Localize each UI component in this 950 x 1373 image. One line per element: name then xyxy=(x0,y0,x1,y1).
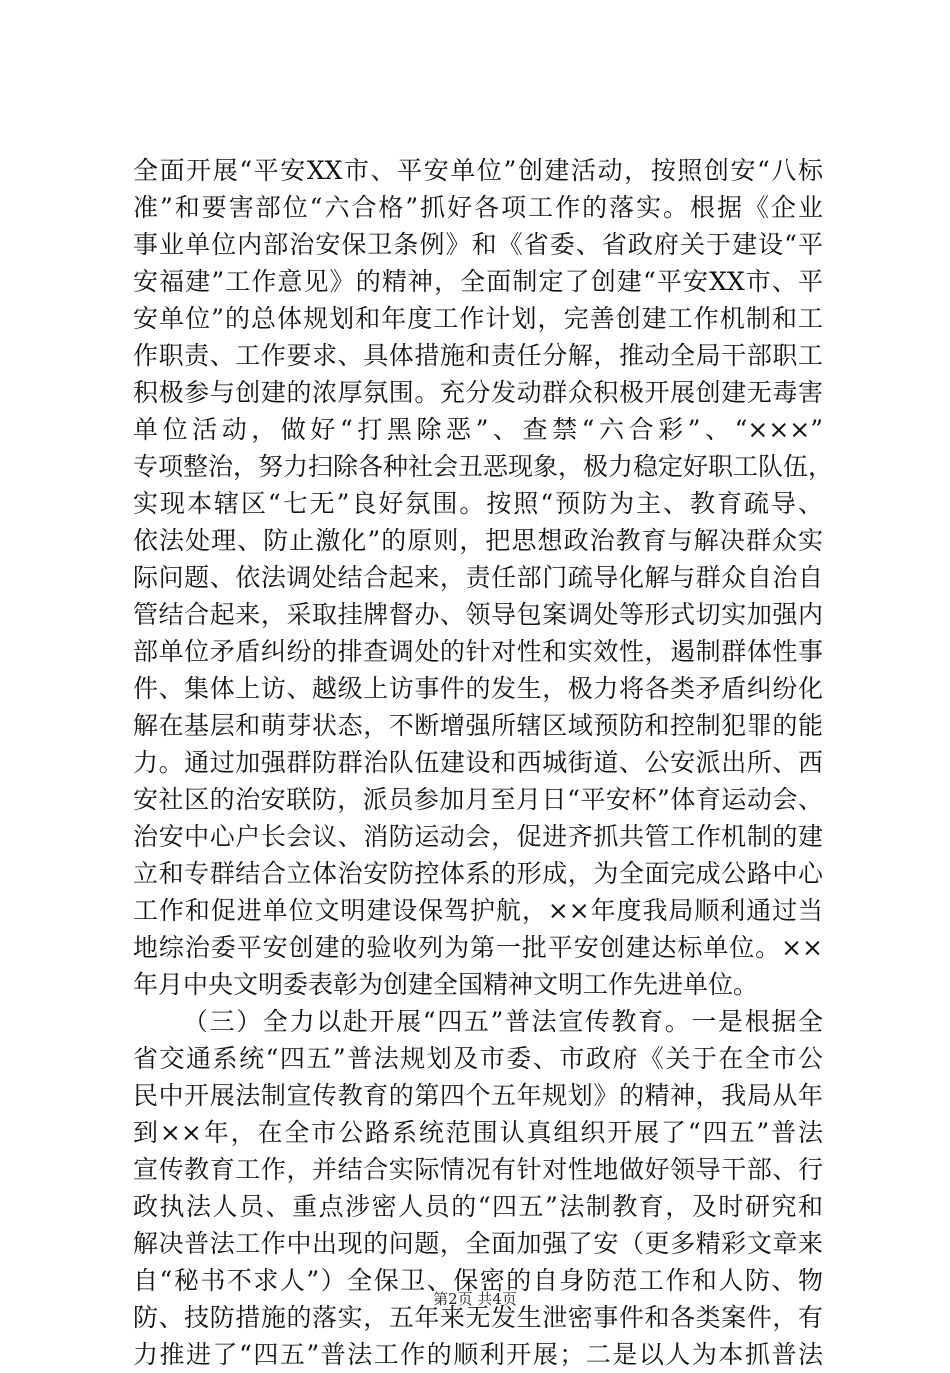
text-line: 民中开展法制宣传教育的第四个五年规划》的精神，我局从年 xyxy=(133,1081,823,1110)
text-line: 准”和要害部位“六合格”抓好各项工作的落实。根据《企业 xyxy=(133,193,823,222)
section-heading-line: （三）全力以赴开展“四五”普法宣传教育。一是根据全 xyxy=(183,1007,823,1036)
text-line: 依法处理、防止激化”的原则，把思想政治教育与解决群众实 xyxy=(133,526,823,555)
text-line: 际问题、依法调处结合起来，责任部门疏导化解与群众自治自 xyxy=(133,563,823,592)
text-line: 防、技防措施的落实，五年来无发生泄密事件和各类案件，有 xyxy=(133,1303,823,1332)
text-line: 部单位矛盾纠纷的排查调处的针对性和实效性，遏制群体性事 xyxy=(133,637,823,666)
text-line: 工作和促进单位文明建设保驾护航，××年度我局顺利通过当 xyxy=(133,896,823,925)
text-line: 积极参与创建的浓厚氛围。充分发动群众积极开展创建无毒害 xyxy=(133,378,823,407)
text-line: 安社区的治安联防，派员参加月至月日“平安杯”体育运动会、 xyxy=(133,785,823,814)
text-line: 宣传教育工作，并结合实际情况有针对性地做好领导干部、行 xyxy=(133,1155,823,1184)
text-line: 立和专群结合立体治安防控体系的形成，为全面完成公路中心 xyxy=(133,859,823,888)
text-line: 年月中央文明委表彰为创建全国精神文明工作先进单位。 xyxy=(133,970,759,999)
page-number-label: 第2页 共4页 xyxy=(433,1290,517,1308)
text-line: 自“秘书不求人”）全保卫、保密的自身防范工作和人防、物 xyxy=(133,1266,823,1295)
text-line: 作职责、工作要求、具体措施和责任分解，推动全局干部职工 xyxy=(133,341,823,370)
text-line: 地综治委平安创建的验收列为第一批平安创建达标单位。×× xyxy=(133,933,823,962)
text-line: 省交通系统“四五”普法规划及市委、市政府《关于在全市公 xyxy=(133,1044,823,1073)
page-footer xyxy=(0,1288,950,1309)
text-line: 安福建”工作意见》的精神，全面制定了创建“平安XX市、平 xyxy=(133,267,823,296)
text-line: 力。通过加强群防群治队伍建设和西城街道、公安派出所、西 xyxy=(133,748,823,777)
text-line: 单位活动，做好“打黑除恶”、查禁“六合彩”、“×××” xyxy=(133,415,823,444)
text-line: 力推进了“四五”普法工作的顺利开展；二是以人为本抓普法 xyxy=(133,1340,823,1369)
document-body xyxy=(133,152,834,1373)
text-line: 解在基层和萌芽状态，不断增强所辖区域预防和控制犯罪的能 xyxy=(133,711,823,740)
text-line: 治安中心户长会议、消防运动会，促进齐抓共管工作机制的建 xyxy=(133,822,823,851)
text-line: 到××年，在全市公路系统范围认真组织开展了“四五”普法 xyxy=(133,1118,823,1147)
text-line: 件、集体上访、越级上访事件的发生，极力将各类矛盾纠纷化 xyxy=(133,674,823,703)
text-line: 全面开展“平安XX市、平安单位”创建活动，按照创安“八标 xyxy=(133,156,823,185)
text-line: 安单位”的总体规划和年度工作计划，完善创建工作机制和工 xyxy=(133,304,823,333)
text-line: 管结合起来，采取挂牌督办、领导包案调处等形式切实加强内 xyxy=(133,600,823,629)
text-line: 专项整治，努力扫除各种社会丑恶现象，极力稳定好职工队伍， xyxy=(133,452,834,481)
text-line: 解决普法工作中出现的问题，全面加强了安（更多精彩文章来 xyxy=(133,1229,823,1258)
text-line: 事业单位内部治安保卫条例》和《省委、省政府关于建设“平 xyxy=(133,230,823,259)
text-line: 实现本辖区“七无”良好氛围。按照“预防为主、教育疏导、 xyxy=(133,489,823,518)
text-line: 政执法人员、重点涉密人员的“四五”法制教育，及时研究和 xyxy=(133,1192,823,1221)
